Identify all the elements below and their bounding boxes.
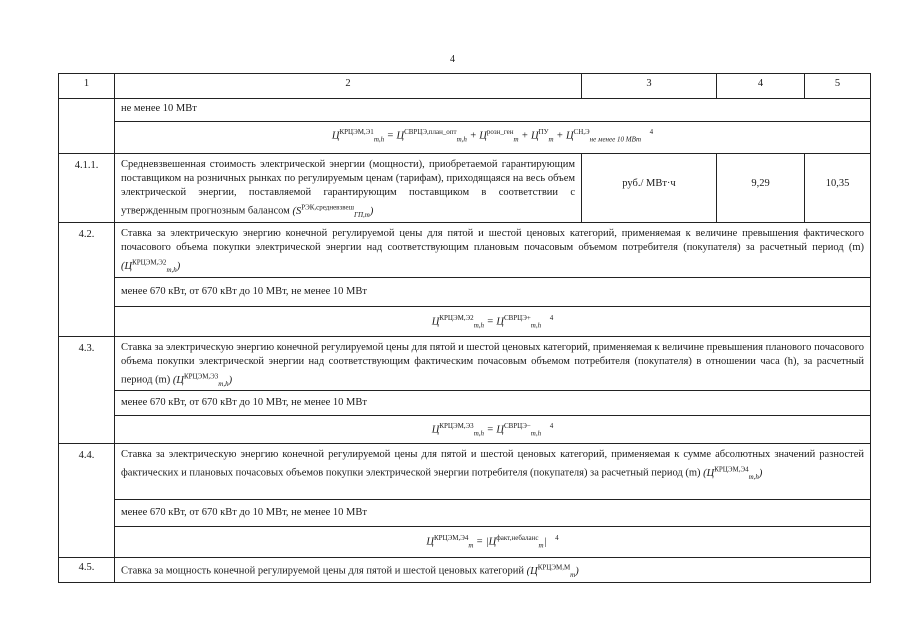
- table-row: [59, 99, 870, 154]
- capacity-range: менее 670 кВт, от 670 кВт до 10 МВт, не менее 10 МВт: [115, 278, 870, 307]
- row-description: Ставка за мощность конечной регулируемой цены для пятой и шестой ценовых категорий $(Ц^{КРЦЭМ,М}_m)$: [121, 563, 579, 579]
- row-description: Ставка за электрическую энергию конечной регулируемой цены для пятой и шестой ценовых категорий, применяемая к величине превышения фактического почасового объема покупки электрической энергии над соответствующим плановым почасовым объемом потребителя (покупателя) за расчетный период (m) $(Ц^{КРЦЭМ,Э2}_{m,h})$: [115, 223, 870, 278]
- row-number: 4.3.: [59, 337, 115, 443]
- tariff-table: [58, 73, 871, 583]
- page-number: 4: [450, 54, 455, 65]
- capacity-range: не менее 10 МВт: [115, 99, 870, 122]
- unit-cell: руб./ МВт·ч: [582, 154, 717, 222]
- row-number: 4.4.: [59, 444, 115, 557]
- capacity-range: менее 670 кВт, от 670 кВт до 10 МВт, не менее 10 МВт: [115, 500, 870, 527]
- table-header-row: [59, 74, 870, 99]
- header-col-2: 2: [115, 74, 582, 98]
- row-number: 4.1.1.: [59, 154, 115, 222]
- header-col-4: 4: [717, 74, 805, 98]
- header-col-1: 1: [59, 74, 115, 98]
- table-row: [59, 558, 870, 582]
- formula-e3: $Ц^{КРЦЭМ,Э3}_{m,h} = Ц^{СВРЦЭ-}_{m,h}$ $^4$: [431, 422, 554, 438]
- formula-e1: $Ц^{КРЦЭМ,Э1}_{m,h} = Ц^{СВРЦЭ,план\_опт}_{m,h} + Ц^{розн\_ген}_m + Ц^{ПУ}_m + Ц^{СН,Э}_{не менее 10 МВт}$ $^4$: [331, 128, 654, 144]
- value-col-4: 9,29: [717, 154, 805, 222]
- formula-e4: $Ц^{КРЦЭМ,Э4}_m = |Ц^{факт,небаланс}_m|$ $^4$: [426, 534, 559, 550]
- row-description: Ставка за электрическую энергию конечной регулируемой цены для пятой и шестой ценовых категорий, применяемая к сумме абсолютных значений разностей фактических и плановых почасовых объемов покупки электрической энергии потребителя (покупателя) за расчетный период (m) $(Ц^{КРЦЭМ,Э4}_{m,h})$: [115, 444, 870, 500]
- formula-e2: $Ц^{КРЦЭМ,Э2}_{m,h} = Ц^{СВРЦЭ+}_{m,h}$ $^4$: [431, 314, 554, 330]
- footnote-mark: 4: [649, 128, 654, 136]
- row-number: 4.2.: [59, 223, 115, 336]
- header-col-5: 5: [834, 78, 841, 89]
- table-row: [59, 337, 870, 444]
- value-col-5: 10,35: [825, 178, 850, 189]
- table-row: [59, 154, 870, 223]
- footnote-mark: 4: [549, 422, 554, 430]
- header-col-3: 3: [582, 74, 717, 98]
- table-row: [59, 223, 870, 337]
- row-description: Средневзвешенная стоимость электрической энергии (мощности), приобретаемой гарантирующим поставщиком на розничных рынках по регулируемым ценам (тарифам), приходящаяся на весь объем электрической энергии, поставляемой гарантирующим поставщиком в соответствии с утвержденным прогнозным балансом $(S^{РЭК,средневзвеш}_{ГП,m})$: [115, 154, 582, 222]
- table-row: [59, 444, 870, 558]
- footnote-mark: 4: [549, 314, 554, 322]
- capacity-range: менее 670 кВт, от 670 кВт до 10 МВт, не менее 10 МВт: [115, 391, 870, 416]
- footnote-mark: 4: [555, 534, 559, 542]
- row-number: 4.5.: [59, 558, 115, 582]
- row-description: Ставка за электрическую энергию конечной регулируемой цены для пятой и шестой ценовых категорий, применяемая к величине превышения планового почасового объема покупки электрической энергии над соответствующим фактическим почасовым объемом потребителя (покупателя) в отношении часа (h), за расчетный период (m) $(Ц^{КРЦЭМ,Э3}_{m,h})$: [115, 337, 870, 391]
